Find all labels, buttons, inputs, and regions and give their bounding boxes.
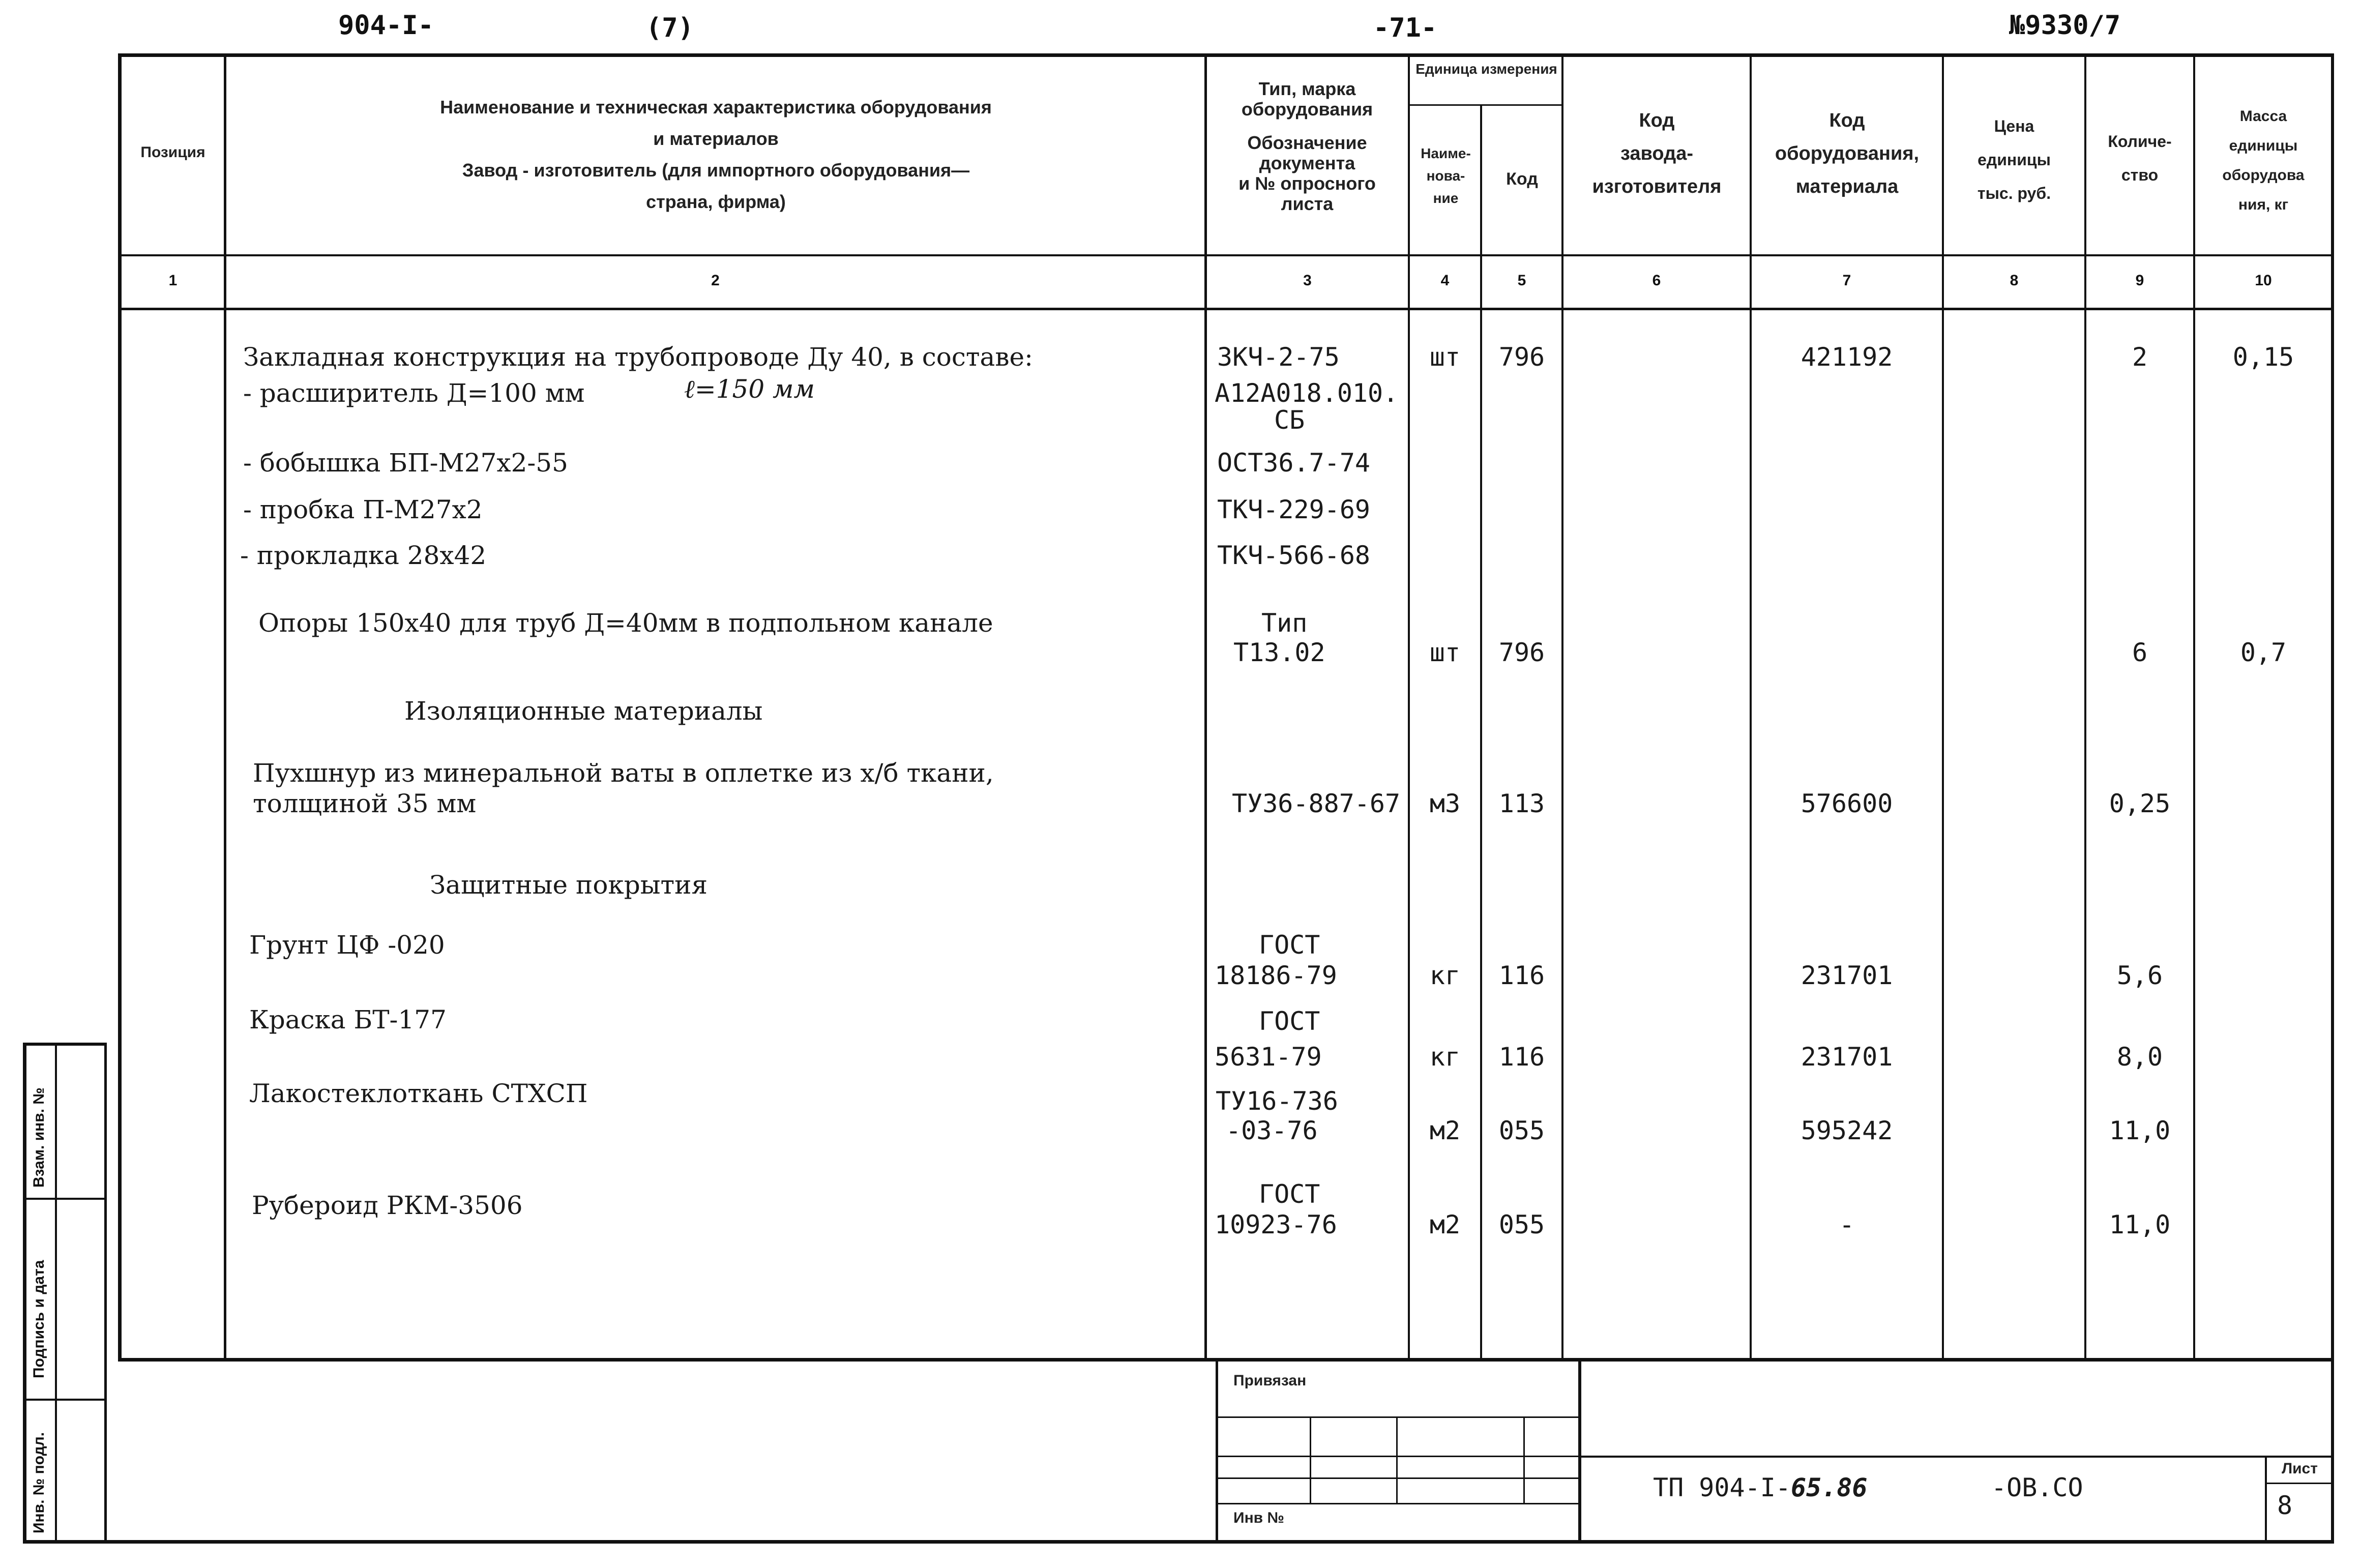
row-2-length: ℓ=150 мм	[684, 374, 815, 404]
row-4-name: - пробка П-М27х2	[243, 495, 483, 524]
row-7-name-b: толщиной 35 мм	[253, 789, 477, 818]
row-8-type-b: 18186-79	[1215, 961, 1337, 990]
col-num-4: 4	[1440, 272, 1450, 289]
frame-bottom	[23, 1540, 2332, 1544]
row-10-type-a: ТУ16-736	[1216, 1086, 1338, 1116]
col-header-material-code: Код оборудования, материала	[1775, 110, 1920, 197]
row-1-type: ЗКЧ-2-75	[1217, 342, 1340, 372]
row-9-name: Краска БТ-177	[249, 1005, 447, 1034]
col-num-3: 3	[1303, 272, 1312, 289]
row-1-material-code: 421192	[1801, 342, 1893, 372]
row-6-unit-code: 796	[1498, 638, 1545, 667]
col-num-7: 7	[1842, 272, 1851, 289]
row-9-material-code: 231701	[1801, 1042, 1893, 1072]
page-number: -71-	[1373, 13, 1437, 43]
row-8-name: Грунт ЦФ -020	[249, 930, 445, 960]
row-1-mass: 0,15	[2232, 342, 2294, 372]
frame-left-outer	[23, 1043, 26, 1544]
inv-no-label: Инв №	[1233, 1510, 1284, 1526]
row-11-type-b: 10923-76	[1215, 1210, 1337, 1239]
row-9-quantity: 8,0	[2116, 1042, 2163, 1072]
row-7-quantity: 0,25	[2109, 789, 2171, 818]
col-num-10: 10	[2255, 272, 2272, 289]
row-11-type-a: ГОСТ	[1259, 1179, 1320, 1209]
doc-code-prefix: ТП 904-I-	[1653, 1473, 1791, 1502]
sheet-label: Лист	[2282, 1460, 2318, 1477]
row-5-type: ТКЧ-566-68	[1217, 541, 1371, 570]
row-9-unit: кг	[1429, 1042, 1461, 1072]
side-vzam: Взам. инв. №	[31, 1087, 47, 1188]
col-num-5: 5	[1517, 272, 1526, 289]
row-11-name: Рубероид РКМ-3506	[252, 1191, 523, 1220]
row-7-unit-code: 113	[1498, 789, 1545, 818]
row-2-type-a: А12А018.010.	[1215, 378, 1399, 408]
row-10-quantity: 11,0	[2109, 1116, 2171, 1145]
row-6-type-b: Т13.02	[1233, 638, 1325, 667]
frame-left	[118, 53, 122, 1359]
col-num-2: 2	[711, 272, 720, 289]
row-9-type-a: ГОСТ	[1259, 1007, 1320, 1036]
row-2-name: - расширитель Д=100 мм	[243, 378, 585, 408]
row-7-name-a: Пухшнур из минеральной ваты в оплетке из х/б ткани,	[253, 758, 994, 788]
row-7-type: ТУ36-887-67	[1232, 789, 1401, 818]
row-3-type: ОСТ36.7-74	[1217, 448, 1371, 478]
col-header-factory-code: Код завода- изготовителя	[1592, 110, 1722, 197]
doc-code-suffix: -ОВ.СО	[1991, 1473, 2083, 1502]
col-num-9: 9	[2135, 272, 2144, 289]
col-header-quantity: Количе- ство	[2108, 132, 2172, 184]
col-header-type: Тип, марка оборудования Обозначение документа и № опросного листа	[1238, 78, 1376, 214]
row-11-unit: м2	[1429, 1210, 1461, 1239]
row-10-type-b: -03-76	[1226, 1116, 1318, 1145]
row-9-unit-code: 116	[1498, 1042, 1545, 1072]
row-8-quantity: 5,6	[2116, 961, 2163, 990]
doc-code	[1653, 1472, 1867, 1503]
sheet-paren: (7)	[646, 13, 694, 43]
row-1-name: Закладная конструкция на трубопроводе Ду 40, в составе:	[243, 342, 1033, 372]
side-podpis: Подпись и дата	[31, 1260, 47, 1378]
row-9-type-b: 5631-79	[1215, 1042, 1322, 1072]
row-8-type-a: ГОСТ	[1259, 930, 1320, 960]
row-8-unit-code: 116	[1498, 961, 1545, 990]
row-5-name: - прокладка 28х42	[240, 541, 487, 570]
row-7-unit: м3	[1429, 789, 1461, 818]
col-num-6: 6	[1652, 272, 1661, 289]
col-header-unit-name: Наиме- нова- ние	[1421, 145, 1471, 206]
row-10-unit: м2	[1429, 1116, 1461, 1145]
row-10-unit-code: 055	[1498, 1116, 1545, 1145]
row-3-name: - бобышка БП-М27х2-55	[243, 448, 568, 478]
series-label: 904-I-	[338, 10, 434, 41]
sheet-number: 8	[2277, 1491, 2293, 1520]
row-10-name: Лакостеклоткань СТХСП	[249, 1079, 588, 1108]
row-6-unit: шт	[1429, 638, 1461, 667]
row-6-name: Опоры 150х40 для труб Д=40мм в подпольном канале	[258, 608, 993, 638]
row-1-unit-code: 796	[1498, 342, 1545, 372]
privyazan-label: Привязан	[1233, 1372, 1307, 1389]
row-11-quantity: 11,0	[2109, 1210, 2171, 1239]
row-6-quantity: 6	[2132, 638, 2148, 667]
col-num-1: 1	[168, 272, 178, 289]
section-coatings: Защитные покрытия	[430, 870, 708, 900]
row-6-type-a: Тип	[1261, 608, 1308, 638]
row-6-mass: 0,7	[2240, 638, 2287, 667]
side-inv-podl: Инв. № подл.	[31, 1432, 47, 1533]
col-header-position: Позиция	[140, 144, 205, 161]
archive-number: №9330/7	[2009, 10, 2121, 41]
frame-top	[118, 53, 2333, 57]
row-4-type: ТКЧ-229-69	[1217, 495, 1371, 524]
row-8-material-code: 231701	[1801, 961, 1893, 990]
col-header-unit-group: Единица измерения	[1415, 61, 1557, 77]
col-num-8: 8	[2010, 272, 2019, 289]
col-header-name: Наименование и техническая характеристика оборудования и материалов Завод - изготовитель (для импортного оборудования— страна, фирма)	[440, 97, 992, 212]
row-2-type-b: СБ	[1274, 405, 1305, 435]
col-header-price: Цена единицы тыс. руб.	[1977, 117, 2051, 202]
doc-code-handwritten: 65.86	[1790, 1473, 1868, 1502]
row-1-unit: шт	[1429, 342, 1461, 372]
row-11-material-code: -	[1839, 1210, 1855, 1239]
col-header-unit-code: Код	[1506, 169, 1538, 189]
col-header-mass: Масса единицы оборудова ния, кг	[2222, 108, 2305, 213]
row-8-unit: кг	[1429, 961, 1461, 990]
row-1-quantity: 2	[2132, 342, 2148, 372]
row-11-unit-code: 055	[1498, 1210, 1545, 1239]
section-insulation: Изоляционные материалы	[404, 696, 763, 726]
row-7-material-code: 576600	[1801, 789, 1893, 818]
row-10-material-code: 595242	[1801, 1116, 1893, 1145]
